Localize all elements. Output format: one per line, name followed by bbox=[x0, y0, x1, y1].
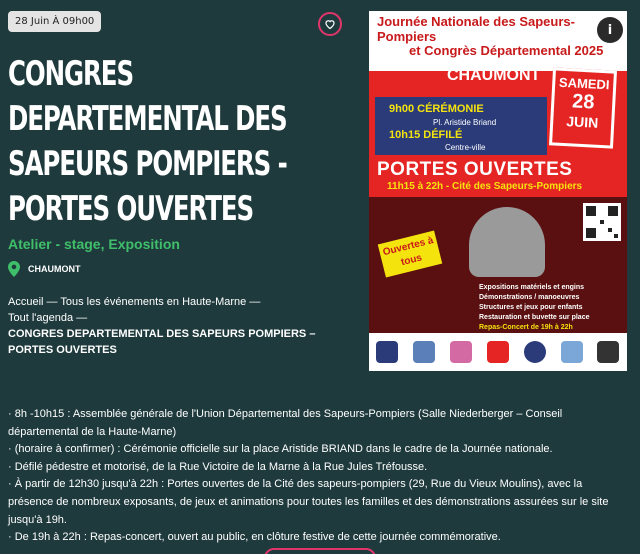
poster-tag: Ouvertes à tous bbox=[378, 230, 443, 277]
logo bbox=[413, 341, 435, 363]
poster-list bbox=[479, 283, 625, 333]
poster-line1: Journée Nationale des Sapeurs-Pompiers bbox=[377, 14, 575, 44]
event-poster-image[interactable] bbox=[369, 11, 627, 371]
logo bbox=[450, 341, 472, 363]
poster-month: JUIN bbox=[565, 113, 599, 131]
poster-portes-ouvertes: PORTES OUVERTES bbox=[377, 159, 573, 180]
poster-line2: et Congrès Départemental 2025 bbox=[409, 43, 604, 58]
event-category: Atelier - stage, Exposition bbox=[8, 236, 180, 252]
breadcrumb-agenda-link[interactable]: Tout l'agenda bbox=[8, 312, 74, 324]
poster-day-num: 28 bbox=[571, 90, 595, 114]
breadcrumb-home-link[interactable]: Accueil bbox=[8, 296, 44, 308]
description-line: · (horaire à confirmer) : Cérémonie officielle sur la place Aristide BRIAND dans le cadre de la Journée nationale. bbox=[8, 443, 553, 456]
poster-time1: 9h00 CÉRÉMONIE bbox=[389, 103, 484, 115]
action-button[interactable] bbox=[264, 548, 376, 554]
qr-code-icon bbox=[583, 203, 621, 241]
breadcrumb-separator: — bbox=[76, 312, 88, 324]
breadcrumb-current: CONGRES DEPARTEMENTAL DES SAPEURS POMPIERS – PORTES OUVERTES bbox=[8, 328, 316, 356]
breadcrumb-events-link[interactable]: Tous les événements en Haute-Marne bbox=[60, 296, 247, 308]
poster-day: SAMEDI bbox=[558, 74, 610, 93]
poster-list-item: Restauration et buvette sur place bbox=[479, 314, 590, 321]
location-pin-icon bbox=[8, 261, 20, 277]
description-line: · À partir de 12h30 jusqu'à 22h : Portes ouvertes de la Cité des sapeurs-pompiers (29, Rue du Vieux Moulins), avec la présence de nombreux exposants, de jeux et animations pour toutes les familles et des démonstrations assurées sur le site jusqu'à 19h. bbox=[8, 478, 609, 526]
info-icon[interactable]: i bbox=[597, 17, 623, 43]
logo bbox=[561, 341, 583, 363]
poster-list-item: Démonstrations / manoeuvres bbox=[479, 294, 580, 301]
logo bbox=[597, 341, 619, 363]
heart-icon bbox=[324, 18, 336, 30]
poster-date-block bbox=[549, 67, 617, 148]
poster-time2: 10h15 DÉFILÉ bbox=[389, 129, 463, 141]
favorite-button[interactable] bbox=[318, 12, 342, 36]
logo bbox=[487, 341, 509, 363]
poster-place2: Centre-ville bbox=[445, 143, 486, 152]
firefighter-helmet-image bbox=[469, 207, 545, 277]
poster-portes-sub: 11h15 à 22h - Cité des Sapeurs-Pompiers bbox=[387, 181, 583, 192]
poster-logos bbox=[369, 333, 627, 371]
poster-list-item: Expositions matériels et engins bbox=[479, 284, 585, 291]
logo bbox=[524, 341, 546, 363]
page-title: CONGRES DEPARTEMENTAL DES SAPEURS POMPIERS - PORTES OUVERTES bbox=[8, 54, 287, 229]
poster-schedule bbox=[375, 97, 547, 155]
poster-place1: Pl. Aristide Briand bbox=[433, 118, 497, 127]
poster-header bbox=[369, 11, 627, 71]
poster-city: CHAUMONT bbox=[447, 67, 541, 84]
event-location bbox=[8, 261, 81, 277]
poster-list-item: Repas-Concert de 19h à 22h bbox=[479, 324, 573, 331]
logo bbox=[376, 341, 398, 363]
description-line: · De 19h à 22h : Repas-concert, ouvert au public, en clôture festive de cette journée commémorative. bbox=[8, 531, 501, 544]
description-line: · Défilé pédestre et motorisé, de la Rue Victoire de la Marne à la Rue Jules Tréfousse. bbox=[8, 460, 428, 473]
date-badge: 28 Juin À 09h00 bbox=[8, 11, 101, 32]
breadcrumb-separator: — bbox=[249, 296, 261, 308]
breadcrumb bbox=[8, 294, 328, 358]
breadcrumb-separator: — bbox=[46, 296, 58, 308]
event-description bbox=[8, 406, 628, 547]
poster-list-item: Structures et jeux pour enfants bbox=[479, 304, 583, 311]
qr-code-image bbox=[583, 203, 621, 241]
location-label: CHAUMONT bbox=[28, 264, 81, 274]
description-line: · 8h -10h15 : Assemblée générale de l'Union Départemental des Sapeurs-Pompiers (Salle Niederberger – Conseil départemental de la Haute-Marne) bbox=[8, 408, 563, 438]
